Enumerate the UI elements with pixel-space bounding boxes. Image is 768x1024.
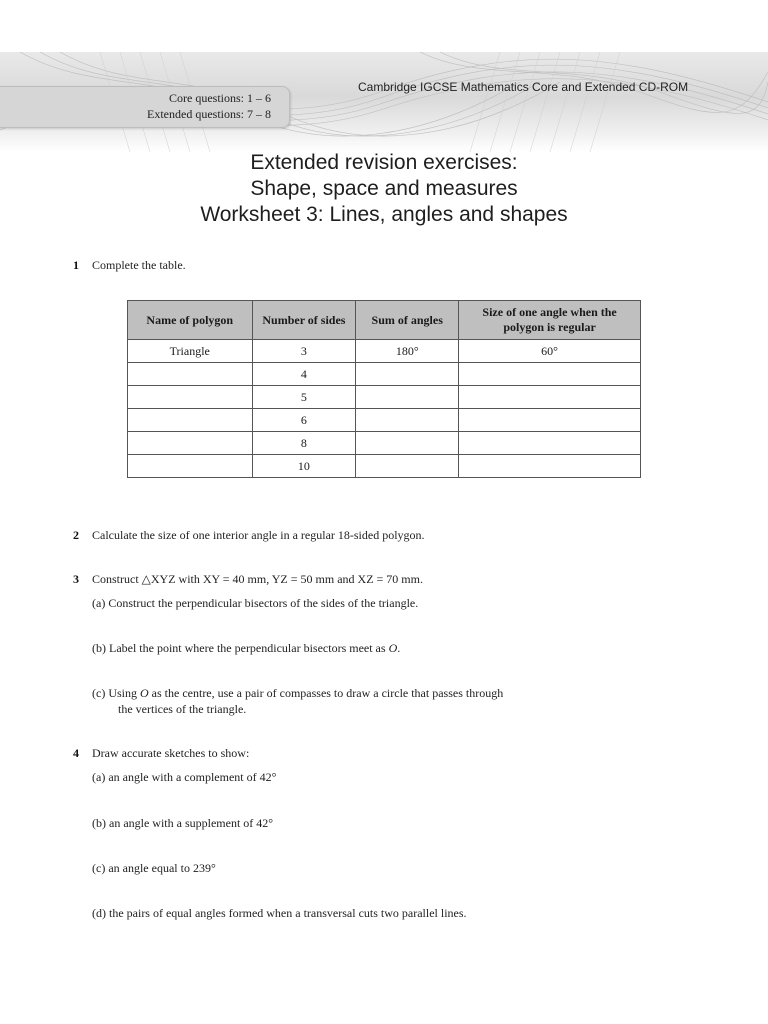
table-header-row [128,301,641,340]
cdrom-title: Cambridge IGCSE Mathematics Core and Extended CD-ROM [358,80,689,94]
question-3b-end: . [397,641,401,655]
table-cell [459,363,641,386]
table-cell [356,432,459,455]
question-2-text: Calculate the size of one interior angle in a regular 18-sided polygon. [92,528,425,542]
table-row [128,340,641,363]
question-1-number: 1 [73,258,79,272]
question-3c-text [92,686,503,701]
core-questions-label: Core questions: 1 – 6 [169,91,271,105]
question-3-text: Construct △XYZ with XY = 40 mm, YZ = 50 mm and XZ = 70 mm. [92,572,423,586]
table-cell [128,363,253,386]
table-cell [356,363,459,386]
point-o-label: O [388,641,398,655]
table-row [128,363,641,386]
table-cell: 60° [459,340,641,363]
header-size-of-one-angle: Size of one angle when the polygon is regular [459,301,641,340]
table-row [128,432,641,455]
question-2-number: 2 [73,528,79,542]
table-cell: 4 [252,363,356,386]
question-4-text: Draw accurate sketches to show: [92,746,250,760]
question-4d-text: (d) the pairs of equal angles formed when a transversal cuts two parallel lines. [92,906,467,920]
header-number-of-sides: Number of sides [252,301,356,340]
question-3b-part: (b) Label the point where the perpendicular bisectors meet as [92,641,389,655]
header-sum-of-angles: Sum of angles [356,301,459,340]
table-cell [356,386,459,409]
question-4c-text: (c) an angle equal to 239° [92,861,216,875]
question-3b-text [92,641,400,656]
question-3a-text: (a) Construct the perpendicular bisectors of the sides of the triangle. [92,596,419,610]
question-3c-part: (c) Using [92,686,140,700]
table-row [128,455,641,478]
table-cell: 180° [356,340,459,363]
table-cell: 5 [252,386,356,409]
table-row [128,386,641,409]
table-cell [459,432,641,455]
question-1-text: Complete the table. [92,258,186,272]
table-cell: 8 [252,432,356,455]
question-4a-text: (a) an angle with a complement of 42° [92,770,277,784]
table-cell [356,409,459,432]
question-3-number: 3 [73,572,79,586]
question-3c-line1: as the centre, use a pair of compasses to draw a circle that passes through [148,686,504,700]
table-cell [356,455,459,478]
table-cell [459,409,641,432]
table-cell: 6 [252,409,356,432]
question-4b-text: (b) an angle with a supplement of 42° [92,816,274,830]
extended-questions-label: Extended questions: 7 – 8 [147,107,271,121]
point-o-label: O [140,686,149,700]
table-cell: Triangle [128,340,253,363]
table-cell [128,432,253,455]
page-title-line2: Shape, space and measures [250,177,518,200]
page-title-line1: Extended revision exercises: [250,151,518,174]
table-cell [128,409,253,432]
table-cell [459,455,641,478]
table-cell [128,386,253,409]
table-cell: 10 [252,455,356,478]
table-cell [459,386,641,409]
table-row [128,409,641,432]
polygon-table [127,300,641,478]
question-4-number: 4 [73,746,79,760]
question-3c-line2: the vertices of the triangle. [118,702,247,716]
question-range-box [0,86,290,128]
page-title-line3: Worksheet 3: Lines, angles and shapes [200,203,568,226]
table-cell: 3 [252,340,356,363]
header-name-of-polygon: Name of polygon [128,301,253,340]
table-cell [128,455,253,478]
